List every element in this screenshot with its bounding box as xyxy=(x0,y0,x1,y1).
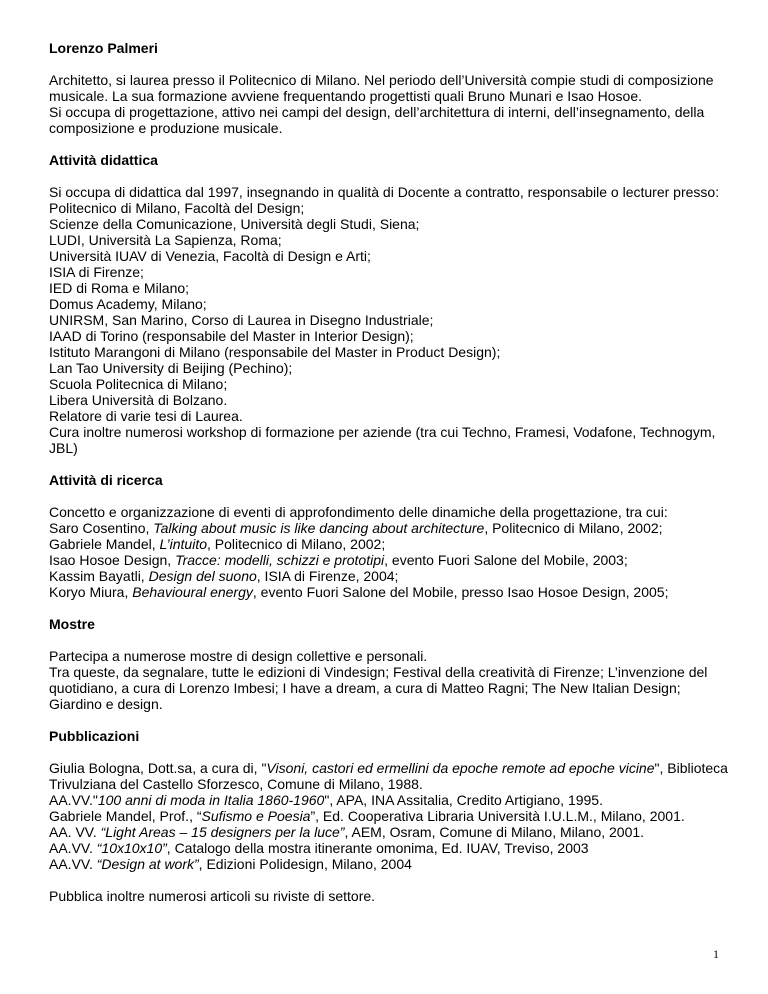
exhibitions-heading: Mostre xyxy=(49,616,95,632)
publications-heading: Pubblicazioni xyxy=(49,728,140,744)
publication-item: AA. VV. “Light Areas – 15 designers per la luce”, AEM, Osram, Comune di Milano, Milano, 2001. xyxy=(49,824,645,840)
research-item: Kassim Bayatli, Design del suono, ISIA di Firenze, 2004; xyxy=(49,568,399,584)
publication-title: Visoni, castori ed ermellini da epoche remote ad epoche vicine xyxy=(266,760,655,776)
author-name: Lorenzo Palmeri xyxy=(49,40,158,56)
research-heading: Attività di ricerca xyxy=(49,472,163,488)
teaching-item: ISIA di Firenze; xyxy=(49,264,144,280)
publication-item: Gabriele Mandel, Prof., “Sufismo e Poesia”, Ed. Cooperativa Libraria Università I.U.L.M., Milano, 2001. xyxy=(49,808,685,824)
publication-title: Sufismo e Poesia xyxy=(201,808,311,824)
teaching-item: Libera Università di Bolzano. xyxy=(49,392,228,408)
teaching-item: Domus Academy, Milano; xyxy=(49,296,207,312)
teaching-item: Istituto Marangoni di Milano (responsabile del Master in Product Design); xyxy=(49,344,501,360)
exhibitions-line-2: Tra queste, da segnalare, tutte le edizioni di Vindesign; Festival della creatività di Firenze; L’invenzione del quotidiano, a cura di Lorenzo Imbesi; I have a dream, a cura di Matteo Ragni; The New Italian Design; Giardino e design. xyxy=(49,664,708,712)
publication-item: Giulia Bologna, Dott.sa, a cura di, "Visoni, castori ed ermellini da epoche remote ad epoche vicine", Biblioteca Trivulziana del Castello Sforzesco, Comune di Milano, 1988. xyxy=(49,760,728,792)
bio-paragraph-1: Architetto, si laurea presso il Politecnico di Milano. Nel periodo dell’Università compie studi di composizione musicale. La sua formazione avviene frequentando progettisti quali Bruno Munari e Isao Hosoe. xyxy=(49,72,714,104)
teaching-item: LUDI, Università La Sapienza, Roma; xyxy=(49,232,282,248)
exhibitions-line-1: Partecipa a numerose mostre di design collettive e personali. xyxy=(49,648,428,664)
research-item: Saro Cosentino, Talking about music is like dancing about architecture, Politecnico di Milano, 2002; xyxy=(49,520,663,536)
teaching-heading: Attività didattica xyxy=(49,152,158,168)
event-title: L’intuito xyxy=(159,536,207,552)
event-title: Design del suono xyxy=(148,568,257,584)
teaching-item: Relatore di varie tesi di Laurea. xyxy=(49,408,243,424)
publications-outro: Pubblica inoltre numerosi articoli su riviste di settore. xyxy=(49,888,376,904)
publication-item: AA.VV. “Design at work”, Edizioni Polidesign, Milano, 2004 xyxy=(49,856,412,872)
publication-item: AA.VV. “10x10x10”, Catalogo della mostra itinerante omonima, Ed. IUAV, Treviso, 2003 xyxy=(49,840,589,856)
publication-title: “Light Areas – 15 designers per la luce” xyxy=(100,824,345,840)
publication-title: “10x10x10” xyxy=(96,840,167,856)
research-item: Gabriele Mandel, L’intuito, Politecnico di Milano, 2002; xyxy=(49,536,386,552)
teaching-item: Lan Tao University di Beijing (Pechino); xyxy=(49,360,293,376)
teaching-item: Scienze della Comunicazione, Università degli Studi, Siena; xyxy=(49,216,420,232)
bio-paragraph-2: Si occupa di progettazione, attivo nei campi del design, dell’architettura di interni, dell’insegnamento, della composizione e produzione musicale. xyxy=(49,104,705,136)
teaching-outro: Cura inoltre numerosi workshop di formazione per aziende (tra cui Techno, Framesi, Vodafone, Technogym, JBL) xyxy=(49,424,716,456)
publication-title: “Design at work” xyxy=(96,856,199,872)
teaching-item: Università IUAV di Venezia, Facoltà di Design e Arti; xyxy=(49,248,371,264)
teaching-item: Scuola Politecnica di Milano; xyxy=(49,376,228,392)
event-title: Talking about music is like dancing about architecture xyxy=(153,520,485,536)
teaching-list xyxy=(49,200,729,424)
page-number: 1 xyxy=(713,947,719,961)
publications-list xyxy=(49,760,729,872)
teaching-item: UNIRSM, San Marino, Corso di Laurea in Disegno Industriale; xyxy=(49,312,434,328)
research-item: Isao Hosoe Design, Tracce: modelli, schizzi e prototipi, evento Fuori Salone del Mobile, 2003; xyxy=(49,552,628,568)
teaching-item: Politecnico di Milano, Facoltà del Design; xyxy=(49,200,305,216)
research-item: Koryo Miura, Behavioural energy, evento Fuori Salone del Mobile, presso Isao Hosoe Design, 2005; xyxy=(49,584,669,600)
research-list xyxy=(49,520,729,600)
publication-item: AA.VV."100 anni di moda in Italia 1860-1960", APA, INA Assitalia, Credito Artigiano, 1995. xyxy=(49,792,603,808)
teaching-item: IAAD di Torino (responsabile del Master in Interior Design); xyxy=(49,328,414,344)
event-title: Tracce: modelli, schizzi e prototipi xyxy=(175,552,385,568)
teaching-item: IED di Roma e Milano; xyxy=(49,280,190,296)
teaching-intro: Si occupa di didattica dal 1997, insegnando in qualità di Docente a contratto, responsabile o lecturer presso: xyxy=(49,184,720,200)
research-intro: Concetto e organizzazione di eventi di approfondimento delle dinamiche della progettazione, tra cui: xyxy=(49,504,668,520)
document-page xyxy=(49,40,729,904)
event-title: Behavioural energy xyxy=(132,584,253,600)
publication-title: 100 anni di moda in Italia 1860-1960 xyxy=(97,792,325,808)
